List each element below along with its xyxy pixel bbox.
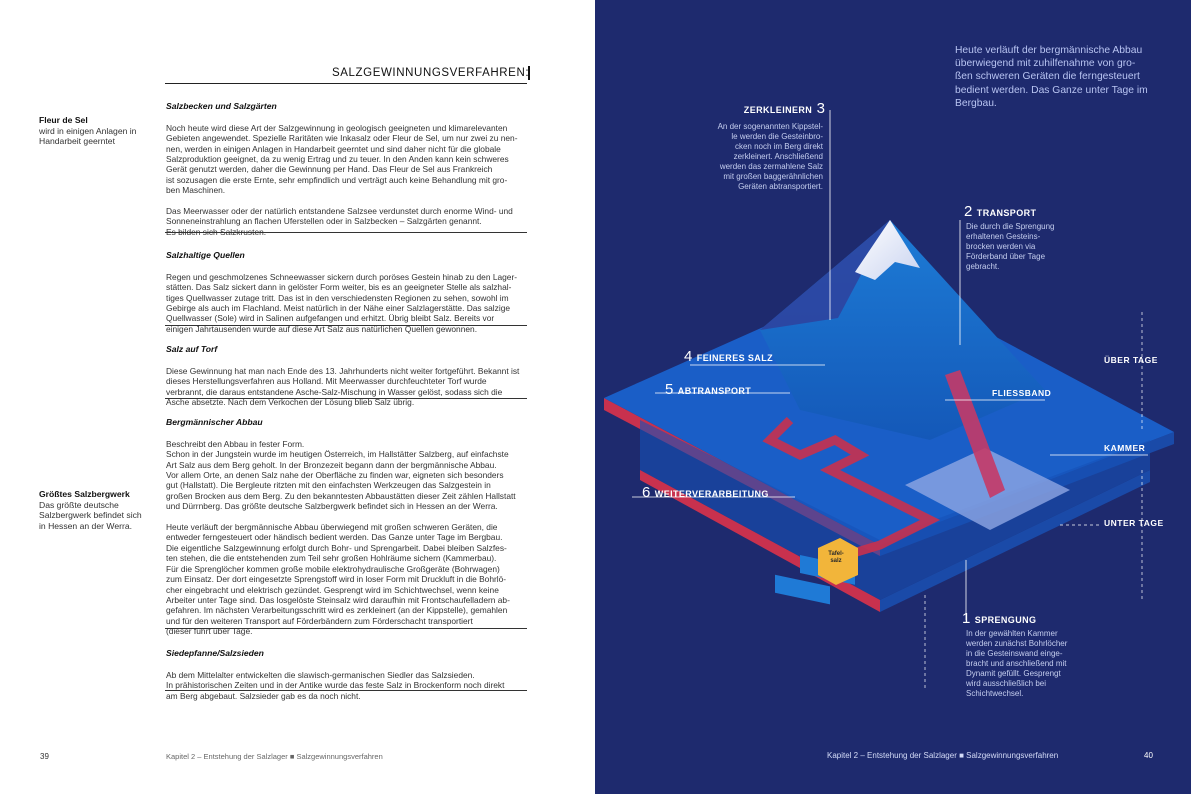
text-block-salzbecken bbox=[166, 91, 526, 248]
page-number-right: 40 bbox=[1144, 751, 1153, 760]
tag-ueber-tage: ÜBER TAGE bbox=[1104, 355, 1158, 365]
section-rule bbox=[165, 83, 527, 84]
block-heading: Bergmännischer Abbau bbox=[166, 417, 263, 428]
step-number: 5 bbox=[665, 381, 674, 398]
footer-left: Kapitel 2 – Entstehung der Salzlager ■ Salzgewinnungsverfahren bbox=[166, 752, 383, 761]
salt-box-label: Tafel- salz bbox=[828, 551, 844, 564]
step-1-label bbox=[962, 610, 1102, 628]
divider bbox=[165, 690, 527, 691]
tag-fliessband: FLIESSBAND bbox=[992, 388, 1052, 398]
side-note-salzbergwerk bbox=[39, 489, 149, 531]
intro-text: Heute verläuft der bergmännische Abbau überwiegend mit zuhilfenahme von gro- ßen schweren Geräten die ferngesteuert bedient werden. Das Ganze unter Tage im Bergbau. bbox=[955, 45, 1148, 109]
block-heading: Salzbecken und Salzgärten bbox=[166, 101, 277, 112]
step-4-label bbox=[684, 348, 824, 366]
step-number: 3 bbox=[816, 100, 825, 117]
block-text: Noch heute wird diese Art der Salzgewinnung in geologisch geeigneten und klimarelevanten Gebieten angewendet. Spezielle Raritäten wie Inkasalz oder Fleur de Sel, um nur zwei zu nen- nen, werden in einigen Anlagen in Handarbeit geerntet und sind daher nicht für die globale Salzproduktion geeignet, da zu wenig Ertrag und zu teuer. In den Anden kann kein schweres Gerät genutzt werden, daher die Gewinnung per Hand. Das Fleur de Sel aus Frankreich ist sozusagen die erste Ernte, sehr empfindlich und verträgt auch keine Behandlung mit gro- ben Maschinen. Das Meerwasser oder der natürlich entstandene Salzsee verdunstet durch enorme Wind- und Sonneneinstrahlung an flachen Uferstellen oder in Salzbecken – Salzgärten genannt. Es bilden sich Salzkrusten. bbox=[166, 122, 518, 237]
side-note-text: wird in einigen Anlagen in Handarbeit geerntet bbox=[39, 125, 137, 147]
step-2-text: Die durch die Sprengung erhaltenen Gesteins- brocken werden via Förderband über Tage gebracht. bbox=[966, 222, 1055, 271]
section-title: SALZGEWINNUNGSVERFAHREN: bbox=[332, 67, 530, 79]
right-page bbox=[595, 0, 1191, 794]
block-text: Diese Gewinnung hat man nach Ende des 13. Jahrhunderts nicht weiter fortgeführt. Bekannt ist dieses Herstellungsverfahren aus Holland. Mit Meerwasser durchfeuchteter Torf wurde verbrannt, die daraus entstandene Asche-Salz-Mischung in Wasser gelöst, sodass sich die Asche absetzte. Nach dem Verkochen der Lösung blieb Salz übrig. bbox=[166, 365, 520, 408]
divider bbox=[165, 325, 527, 326]
step-3-label bbox=[705, 100, 825, 118]
left-page bbox=[0, 0, 595, 794]
text-block-bergbau bbox=[166, 407, 526, 647]
step-number: 6 bbox=[642, 484, 651, 501]
side-note-text: Das größte deutsche Salzbergwerk befindet sich in Hessen an der Werra. bbox=[39, 499, 142, 531]
text-block-quellen bbox=[166, 240, 526, 345]
step-title: TRANSPORT bbox=[976, 208, 1037, 218]
page-number-left: 39 bbox=[40, 752, 49, 761]
step-3-text: An der sogenannten Kippstel- le werden die Gesteinbro- cken noch im Berg direkt zerkleinert. Anschließend werden das zermahlene Salz mit großen baggerähnlichen Geräten abtransportiert. bbox=[717, 122, 823, 191]
step-5-label bbox=[665, 381, 805, 399]
block-text: Beschreibt den Abbau in fester Form. Schon in der Jungstein wurde im heutigen Österreich, im Hallstätter Salzberg, auf einfachste Art Salz aus dem Berg geholt. In der Bronzezeit begann dann der bergmännische Abbau. Vor allem Orte, an denen Salz nahe der Oberfläche zu finden war, eigneten sich besonders gut (Hallstatt). Die Bergleute ritzten mit den einfachsten Werkzeugen das Salzgestein in großen Brocken aus dem Berg. Zu den bekanntesten Abbaustätten dieser Zeit zählen Hallstatt und Dürrnberg. Das größte deutsche Salzbergwerk befindet sich in Hessen an der Werra. Heute verläuft der bergmännische Abbau überwiegend mit großen schweren Geräten, die entweder ferngesteuert oder händisch bedient werden. Das Ganze unter Tage im Bergbau. Die eigentliche Salzgewinnung erfolgt durch Bohr- und Sprengarbeit. Dabei bleiben Salzfes- ten stehen, die die entstehenden zum Teil sehr großen Hohlräume sichern (Kammerbau). Für die Sprenglöcher kommen große mobile elektrohydraulische Großgeräte (Bohrwagen) zum Einsatz. Der dort eingesetzte Sprengstoff wird in loser Form mit Druckluft in die Bohrlö- cher eingebracht und elektrisch gezündet. Gesprengt wird im Schichtwechsel, wenn keine Arbeiter unter Tage sind. Das losgelöste Steinsalz wird daraufhin mit Frontschaufelladern ab- gefahren. Im nächsten Verarbeitungsschritt wird es zerkleinert (an der Kippstelle), gemahlen und für den weiteren Transport auf Förderbändern zum Förderschacht transportiert (dieser führt über Tage. bbox=[166, 438, 516, 637]
block-heading: Salzhaltige Quellen bbox=[166, 250, 245, 261]
tag-kammer: KAMMER bbox=[1104, 443, 1146, 453]
step-title: ZERKLEINERN bbox=[743, 105, 813, 115]
divider bbox=[165, 628, 527, 629]
step-number: 1 bbox=[962, 610, 971, 627]
side-note-title: Fleur de Sel bbox=[39, 115, 88, 125]
block-heading: Siedepfanne/Salzsieden bbox=[166, 648, 264, 659]
tag-unter-tage: UNTER TAGE bbox=[1104, 518, 1164, 528]
step-2-label bbox=[964, 203, 1094, 221]
step-title: WEITERVERARBEITUNG bbox=[654, 489, 769, 499]
text-block-siedepfanne bbox=[166, 638, 526, 711]
block-text: Ab dem Mittelalter entwickelten die slawisch-germanischen Siedler das Salzsieden. In prähistorischen Zeiten und in der Antike wurde das feste Salz in Brockenform noch direkt am Berg abgebaut. Salzsieder gab es da noch nicht. bbox=[166, 669, 505, 701]
block-text: Regen und geschmolzenes Schneewasser sickern durch poröses Gestein hinab zu den Lager- stätten. Das Salz sickert dann in gelöster Form weiter, bis es an geeigneter Stelle als salzhal- tiges Quellwasser zutage tritt. Das ist in den verschiedensten Regionen zu sehen, sowohl im Gebirge als auch im Flachland. Meist natürlich in der Nähe einer Salzlagerstätte. Das salzige Quellwasser (Sole) wird in Salinen aufgefangen und erhitzt. Übrig bleibt Salz. Bereits vor einigen Jahrtausenden wurde auf diese Art Salz aus natürlichen Quellen gewonnen. bbox=[166, 271, 518, 334]
step-title: FEINERES SALZ bbox=[696, 353, 774, 363]
step-1-text: In der gewählten Kammer werden zunächst Bohrlöcher in die Gesteinswand einge- bracht und anschließend mit Dynamit gefüllt. Gesprengt wird ausschließlich bei Schichtwechsel. bbox=[966, 629, 1068, 698]
divider bbox=[165, 398, 527, 399]
side-note-title: Größtes Salzbergwerk bbox=[39, 489, 130, 499]
step-number: 2 bbox=[964, 203, 973, 220]
step-6-label bbox=[642, 484, 802, 502]
block-heading: Salz auf Torf bbox=[166, 344, 218, 355]
side-note-fleur-de-sel bbox=[39, 115, 149, 147]
text-block-torf bbox=[166, 334, 526, 418]
step-title: ABTRANSPORT bbox=[677, 386, 752, 396]
divider bbox=[165, 232, 527, 233]
footer-right: Kapitel 2 – Entstehung der Salzlager ■ Salzgewinnungsverfahren bbox=[827, 751, 1059, 760]
step-number: 4 bbox=[684, 348, 693, 365]
step-title: SPRENGUNG bbox=[974, 615, 1037, 625]
